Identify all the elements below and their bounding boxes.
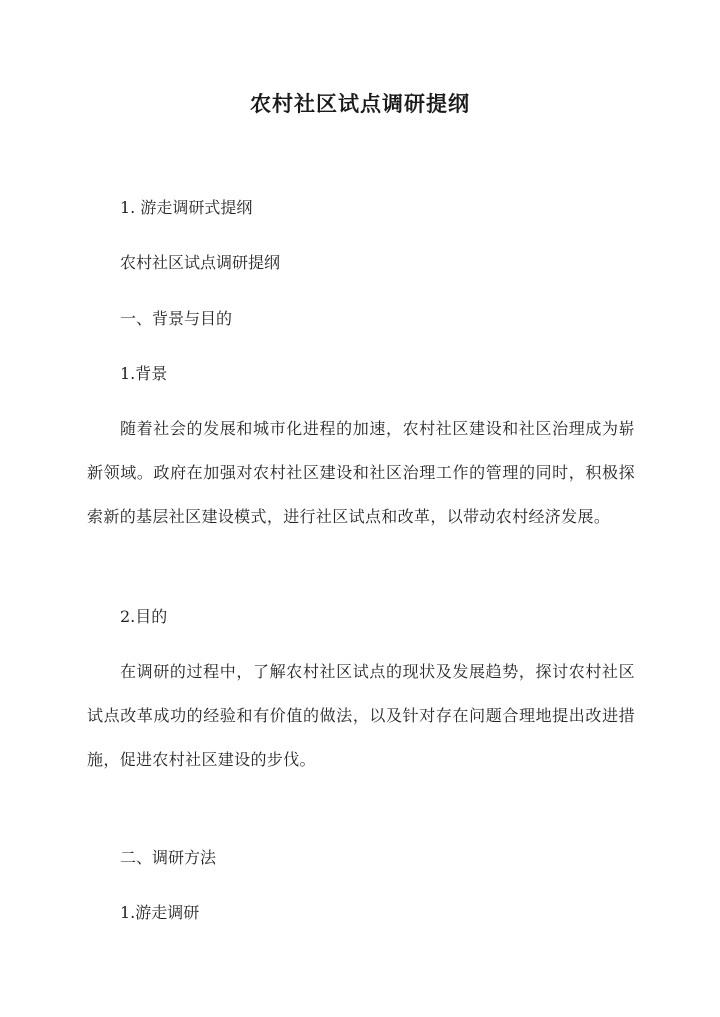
part2-heading: 二、调研方法 — [120, 848, 217, 867]
purpose-paragraph: 在调研的过程中，了解农村社区试点的现状及发展趋势，探讨农村社区试点改革成功的经验和有价值的做法，以及针对存在问题合理地提出改进措施，促进农村社区建设的步伐。 — [87, 662, 635, 769]
purpose-heading: 2.目的 — [120, 607, 168, 626]
background-paragraph: 随着社会的发展和城市化进程的加速，农村社区建设和社区治理成为崭新领域。政府在加强对农村社区建设和社区治理工作的管理的同时，积极探索新的基层社区建设模式，进行社区试点和改革，以带动农村经济发展。 — [87, 419, 635, 526]
background-heading: 1.背景 — [120, 364, 168, 383]
part1-heading: 一、背景与目的 — [120, 309, 233, 328]
document-title: 农村社区试点调研提纲 — [250, 91, 470, 116]
method1-heading: 1.游走调研 — [120, 903, 200, 922]
section-heading: 1. 游走调研式提纲 — [120, 198, 253, 217]
subtitle: 农村社区试点调研提纲 — [120, 253, 281, 272]
